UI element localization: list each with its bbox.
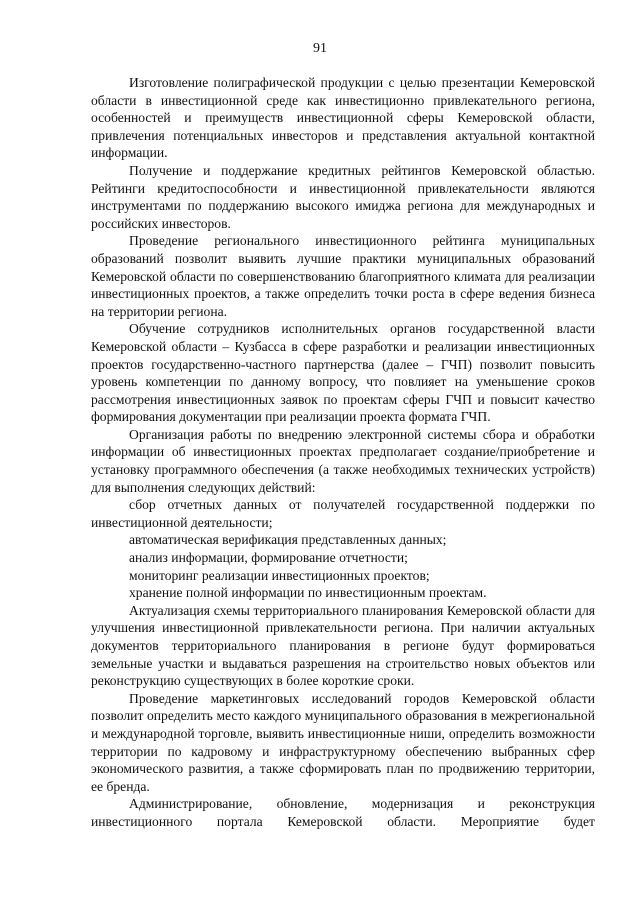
list-item-data-collection: сбор отчетных данных от получателей государственной поддержки по инвестиционной деятельности; — [91, 497, 595, 530]
paragraph-marketing-research: Проведение маркетинговых исследований городов Кемеровской области позволит определить место каждого муниципального образования в межрегиональной и международной торговле, выявить инвестиционные ниши, определить возможности территории по кадровому и инфраструктурному обеспечению выбранных сфер экономического развития, а также сформировать план по продвижению территории, ее бренда. — [91, 690, 595, 794]
paragraph-municipal-rating: Проведение регионального инвестиционного рейтинга муниципальных образований позволит выявить лучшие практики муниципальных образований Кемеровской области по совершенствованию благоприятного климата для реализации инвестиционных проектов, а также определить точки роста в сфере ведения бизнеса на территории региона. — [91, 233, 595, 319]
list-item-monitoring: мониторинг реализации инвестиционных проектов; — [129, 567, 430, 583]
paragraph-printing-products: Изготовление полиграфической продукции с целью презентации Кемеровской области в инвестиционной среде как инвестиционно привлекательного региона, особенностей и преимуществ инвестиционной сферы Кемеровской области, привлечения потенциальных инвесторов и представления актуальной контактной информации. — [91, 75, 595, 161]
list-item-storage: хранение полной информации по инвестиционным проектам. — [129, 585, 487, 601]
paragraph-credit-ratings: Получение и поддержание кредитных рейтингов Кемеровской областью. Рейтинги кредитоспособности и инвестиционной привлекательности являются инструментами по поддержанию высокого имиджа региона для международных и российских инвесторов. — [91, 162, 595, 231]
paragraph-electronic-system: Организация работы по внедрению электронной системы сбора и обработки информации об инвестиционных проектах предполагает создание/приобретение и установку программного обеспечения (а также необходимых технических устройств) для выполнения следующих действий: — [91, 426, 595, 495]
list-item-analysis: анализ информации, формирование отчетности; — [129, 550, 408, 566]
paragraph-investment-portal: Администрирование, обновление, модернизация и реконструкция инвестиционного портала Кемеровской области. Мероприятие будет — [91, 796, 595, 829]
page-number: 91 — [313, 41, 327, 56]
document-body — [91, 74, 595, 831]
paragraph-territorial-planning: Актуализация схемы территориального планирования Кемеровской области для улучшения инвестиционной привлекательности региона. При наличии актуальных документов территориального планирования в регионе будут формироваться земельные участки и выдаваться разрешения на строительство новых объектов или реконструкцию существующих в более короткие сроки. — [91, 602, 595, 689]
paragraph-ppp-training: Обучение сотрудников исполнительных органов государственной власти Кемеровской области – Кузбасса в сфере разработки и реализации инвестиционных проектов государственно-частного партнерства (далее – ГЧП) позволит повысить уровень компетенции по данному вопросу, что повлияет на уменьшение сроков рассмотрения инвестиционных заявок по проектам сферы ГЧП и повысит качество формирования документации при реализации проекта формата ГЧП. — [91, 321, 595, 425]
list-item-verification: автоматическая верификация представленных данных; — [129, 532, 447, 548]
